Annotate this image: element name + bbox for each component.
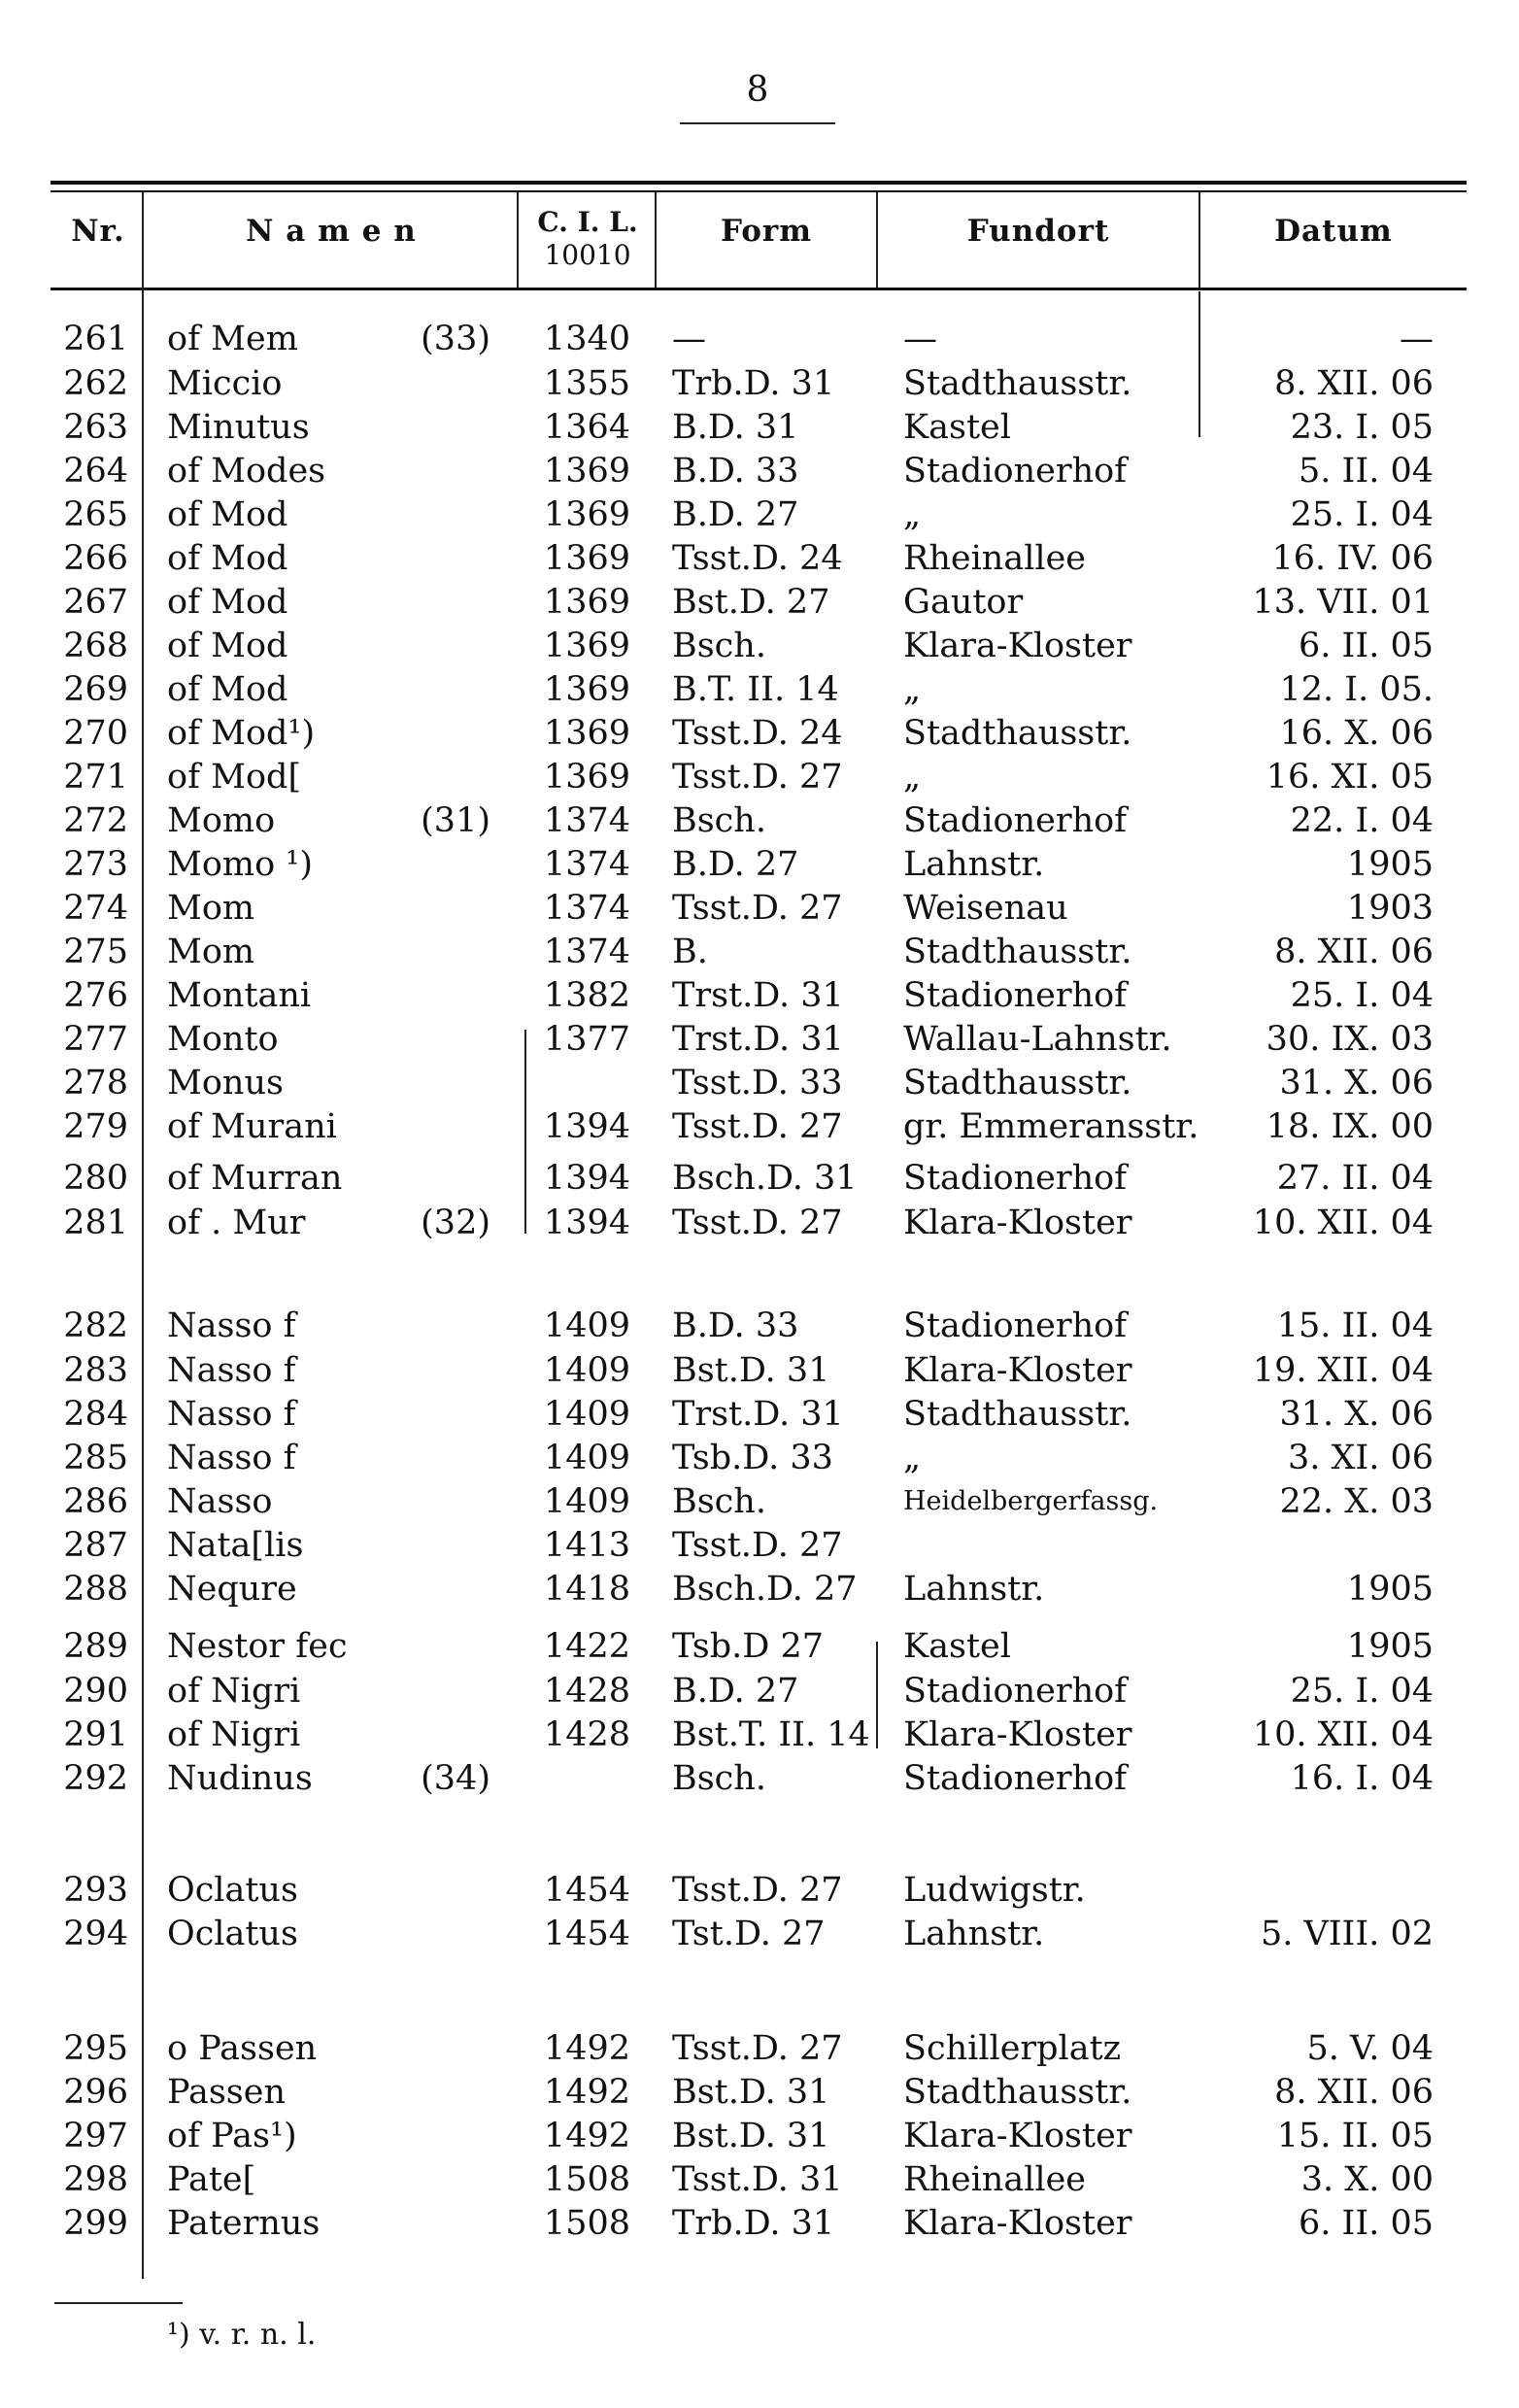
cell-fundort: Lahnstr. bbox=[903, 1915, 1045, 1953]
column-divider-form-body bbox=[876, 1642, 878, 1748]
cell-fundort: Stadthausstr. bbox=[903, 933, 1132, 971]
cell-num bbox=[388, 975, 490, 1016]
cell-fundort: Klara-Kloster bbox=[903, 1204, 1132, 1242]
cell-datum bbox=[1220, 1870, 1434, 1911]
cell-cil: 1369 bbox=[543, 452, 630, 491]
cell-form: Bsch. bbox=[672, 1759, 766, 1798]
cell-fundort: Wallau-Lahnstr. bbox=[903, 1020, 1172, 1059]
cell-cil: 1508 bbox=[543, 2204, 630, 2243]
cell-nr: 289 bbox=[63, 1627, 128, 1666]
cell-fundort: Klara-Kloster bbox=[903, 1715, 1132, 1754]
cell-form: B.D. 31 bbox=[672, 408, 799, 447]
cell-cil: 1418 bbox=[543, 1570, 630, 1609]
cell-num bbox=[388, 494, 490, 535]
cell-datum: 18. IX. 00 bbox=[1266, 1107, 1434, 1146]
cell-form: B.D. 27 bbox=[672, 845, 799, 884]
cell-nr: 294 bbox=[63, 1915, 128, 1953]
cell-datum: 5. V. 04 bbox=[1306, 2029, 1434, 2068]
cell-fundort: Kastel bbox=[903, 1627, 1011, 1666]
cell-name: Momo ¹) bbox=[167, 845, 313, 884]
cell-num bbox=[388, 407, 490, 448]
cell-nr: 288 bbox=[63, 1570, 128, 1609]
cell-nr: 295 bbox=[63, 2029, 128, 2068]
cell-form: Tsst.D. 31 bbox=[672, 2160, 843, 2199]
header-top-rule-thin bbox=[51, 190, 1467, 192]
cell-fundort: Lahnstr. bbox=[903, 1570, 1045, 1609]
cell-name: Monus bbox=[167, 1064, 284, 1102]
cell-num bbox=[388, 626, 490, 666]
cell-form: Bsch.D. 31 bbox=[672, 1159, 858, 1198]
cell-name: Nasso f bbox=[167, 1439, 296, 1477]
cell-form: Tsst.D. 27 bbox=[672, 1107, 843, 1146]
cell-form: Tsst.D. 33 bbox=[672, 1064, 843, 1102]
cell-name: Monto bbox=[167, 1020, 279, 1059]
cell-form: B.D. 33 bbox=[672, 452, 799, 491]
cell-datum: 16. XI. 05 bbox=[1266, 758, 1434, 797]
cell-cil: 1492 bbox=[543, 2073, 630, 2112]
cell-cil: 1413 bbox=[543, 1526, 630, 1565]
cell-datum: 27. II. 04 bbox=[1276, 1159, 1434, 1198]
cell-datum: 6. II. 05 bbox=[1299, 627, 1434, 665]
cell-name: Mom bbox=[167, 933, 255, 971]
cell-num: (33) bbox=[421, 320, 490, 358]
cell-nr: 282 bbox=[63, 1306, 128, 1345]
cell-num bbox=[388, 888, 490, 929]
cell-datum: 1905 bbox=[1346, 1627, 1434, 1666]
cell-datum: 13. VII. 01 bbox=[1252, 583, 1434, 622]
cell-num bbox=[388, 1525, 490, 1566]
cell-name: of Modes bbox=[167, 452, 326, 491]
cell-nr: 266 bbox=[63, 539, 128, 578]
cell-fundort: „ bbox=[903, 758, 922, 797]
cell-nr: 270 bbox=[63, 714, 128, 753]
cell-form: B.D. 27 bbox=[672, 495, 799, 534]
cell-num bbox=[388, 1714, 490, 1755]
cell-cil: 1364 bbox=[543, 408, 630, 447]
cell-name: of Murani bbox=[167, 1107, 337, 1146]
cell-nr: 273 bbox=[63, 845, 128, 884]
cell-nr: 272 bbox=[63, 801, 128, 840]
cell-fundort: Stadionerhof bbox=[903, 1159, 1128, 1198]
cell-datum: 15. II. 05 bbox=[1276, 2117, 1434, 2155]
cell-cil: 1492 bbox=[543, 2117, 630, 2155]
cell-nr: 290 bbox=[63, 1672, 128, 1711]
cell-datum: 23. I. 05 bbox=[1290, 408, 1434, 447]
cell-form: Bst.D. 31 bbox=[672, 2117, 830, 2155]
cell-nr: 291 bbox=[63, 1715, 128, 1754]
cell-fundort: Lahnstr. bbox=[903, 845, 1045, 884]
cell-datum: 16. X. 06 bbox=[1279, 714, 1434, 753]
cell-name: Nasso f bbox=[167, 1351, 296, 1390]
cell-num bbox=[388, 1394, 490, 1435]
cell-nr: 279 bbox=[63, 1107, 128, 1146]
cell-cil: 1409 bbox=[543, 1351, 630, 1390]
cell-form: Tsst.D. 27 bbox=[672, 1871, 843, 1910]
cell-name: of Nigri bbox=[167, 1672, 301, 1711]
cell-datum: 25. I. 04 bbox=[1290, 1672, 1434, 1711]
cell-num bbox=[388, 582, 490, 623]
cell-name: of Nigri bbox=[167, 1715, 301, 1754]
cell-cil: 1409 bbox=[543, 1439, 630, 1477]
cell-name: of Mod[ bbox=[167, 758, 302, 797]
cell-cil: 1394 bbox=[543, 1204, 630, 1242]
cell-datum: 15. II. 04 bbox=[1276, 1306, 1434, 1345]
cell-datum: 16. IV. 06 bbox=[1271, 539, 1434, 578]
header-cil: C. I. L. bbox=[537, 206, 638, 238]
cell-fundort: Rheinallee bbox=[903, 539, 1087, 578]
cell-num bbox=[388, 2203, 490, 2244]
cell-name: Minutus bbox=[167, 408, 310, 447]
cell-num bbox=[388, 2159, 490, 2200]
cell-name: of Mod bbox=[167, 539, 288, 578]
cell-fundort: „ bbox=[903, 670, 922, 709]
cell-name: Oclatus bbox=[167, 1915, 298, 1953]
cell-datum: 1905 bbox=[1346, 845, 1434, 884]
cell-datum: 5. II. 04 bbox=[1299, 452, 1434, 491]
cell-nr: 268 bbox=[63, 627, 128, 665]
cell-cil: 1377 bbox=[543, 1020, 630, 1059]
cell-name: of Mod bbox=[167, 583, 288, 622]
cell-nr: 264 bbox=[63, 452, 128, 491]
cell-cil: 1369 bbox=[543, 627, 630, 665]
cell-cil: 1428 bbox=[543, 1715, 630, 1754]
header-cil-sub: 10010 bbox=[544, 239, 631, 271]
cell-form: Tsst.D. 27 bbox=[672, 758, 843, 797]
cell-name: Montani bbox=[167, 976, 312, 1015]
cell-datum: 3. X. 00 bbox=[1300, 2160, 1434, 2199]
cell-form: Trst.D. 31 bbox=[672, 976, 844, 1015]
cell-form: B.D. 33 bbox=[672, 1306, 799, 1345]
cell-nr: 274 bbox=[63, 889, 128, 928]
cell-nr: 277 bbox=[63, 1020, 128, 1059]
cell-nr: 281 bbox=[63, 1204, 128, 1242]
cell-name: Nasso f bbox=[167, 1306, 296, 1345]
column-divider-namen-body bbox=[524, 1030, 526, 1234]
cell-form: Bsch. bbox=[672, 627, 766, 665]
cell-datum: 8. XII. 06 bbox=[1274, 364, 1434, 403]
cell-name: Mom bbox=[167, 889, 255, 928]
cell-nr: 292 bbox=[63, 1759, 128, 1798]
cell-num: (34) bbox=[421, 1759, 490, 1798]
cell-fundort: Stadthausstr. bbox=[903, 2073, 1132, 2112]
cell-num bbox=[388, 1063, 490, 1103]
header-nr: Nr. bbox=[71, 214, 125, 249]
cell-fundort: Stadionerhof bbox=[903, 1759, 1128, 1798]
column-divider-namen-header bbox=[517, 192, 519, 288]
cell-nr: 298 bbox=[63, 2160, 128, 2199]
cell-datum: 30. IX. 03 bbox=[1266, 1020, 1434, 1059]
cell-name: Paternus bbox=[167, 2204, 321, 2243]
cell-form: Bst.D. 31 bbox=[672, 1351, 830, 1390]
cell-fundort: Klara-Kloster bbox=[903, 2204, 1132, 2243]
cell-cil: 1454 bbox=[543, 1871, 630, 1910]
cell-fundort: Schillerplatz bbox=[903, 2029, 1122, 2068]
header-top-rule bbox=[51, 181, 1467, 185]
cell-num bbox=[388, 1306, 490, 1346]
cell-form: B.D. 27 bbox=[672, 1672, 799, 1711]
cell-form: Tsst.D. 27 bbox=[672, 1526, 843, 1565]
cell-nr: 261 bbox=[63, 320, 128, 358]
cell-form: Trst.D. 31 bbox=[672, 1395, 844, 1434]
cell-cil: 1508 bbox=[543, 2160, 630, 2199]
cell-fundort: Stadionerhof bbox=[903, 976, 1128, 1015]
cell-name: Nata[lis bbox=[167, 1526, 304, 1565]
cell-num bbox=[388, 1870, 490, 1911]
cell-num bbox=[388, 1158, 490, 1199]
cell-nr: 278 bbox=[63, 1064, 128, 1102]
cell-cil: 1394 bbox=[543, 1107, 630, 1146]
cell-form: Tsb.D 27 bbox=[672, 1627, 825, 1666]
cell-fundort: Stadthausstr. bbox=[903, 1395, 1132, 1434]
cell-cil: 1340 bbox=[543, 320, 630, 358]
cell-cil: 1369 bbox=[543, 495, 630, 534]
cell-fundort: Ludwigstr. bbox=[903, 1871, 1086, 1910]
cell-fundort: gr. Emmeransstr. bbox=[903, 1107, 1199, 1146]
cell-cil: 1374 bbox=[543, 933, 630, 971]
cell-nr: 287 bbox=[63, 1526, 128, 1565]
cell-form: Tst.D. 27 bbox=[672, 1915, 826, 1953]
cell-form: B. bbox=[672, 933, 708, 971]
cell-form: Bst.D. 27 bbox=[672, 583, 830, 622]
cell-fundort: Stadthausstr. bbox=[903, 364, 1132, 403]
cell-datum: 10. XII. 04 bbox=[1252, 1715, 1434, 1754]
footnote: ¹) v. r. n. l. bbox=[167, 2318, 317, 2352]
cell-num bbox=[388, 713, 490, 754]
cell-form: Trb.D. 31 bbox=[672, 2204, 835, 2243]
cell-form: Tsst.D. 27 bbox=[672, 2029, 843, 2068]
cell-fundort: Klara-Kloster bbox=[903, 627, 1132, 665]
cell-fundort: — bbox=[903, 320, 937, 358]
cell-fundort: Rheinallee bbox=[903, 2160, 1087, 2199]
cell-name: of Mem bbox=[167, 320, 298, 358]
cell-cil: 1369 bbox=[543, 583, 630, 622]
cell-num bbox=[388, 2116, 490, 2156]
cell-cil: 1394 bbox=[543, 1159, 630, 1198]
cell-name: Pate[ bbox=[167, 2160, 256, 2199]
cell-datum: 6. II. 05 bbox=[1299, 2204, 1434, 2243]
cell-name: Passen bbox=[167, 2073, 287, 2112]
cell-nr: 263 bbox=[63, 408, 128, 447]
cell-form: Bst.D. 31 bbox=[672, 2073, 830, 2112]
cell-nr: 271 bbox=[63, 758, 128, 797]
cell-num bbox=[388, 1019, 490, 1060]
cell-datum: 19. XII. 04 bbox=[1252, 1351, 1434, 1390]
cell-num bbox=[388, 1914, 490, 1954]
cell-datum: 12. I. 05. bbox=[1279, 670, 1434, 709]
cell-num bbox=[388, 1106, 490, 1147]
cell-num bbox=[388, 844, 490, 885]
cell-form: Trst.D. 31 bbox=[672, 1020, 844, 1059]
cell-fundort: Klara-Kloster bbox=[903, 1351, 1132, 1390]
cell-cil: 1422 bbox=[543, 1627, 630, 1666]
cell-fundort: „ bbox=[903, 495, 922, 534]
cell-cil: 1369 bbox=[543, 539, 630, 578]
cell-datum: 8. XII. 06 bbox=[1274, 933, 1434, 971]
cell-datum: 25. I. 04 bbox=[1290, 495, 1434, 534]
cell-num bbox=[388, 2072, 490, 2113]
cell-name: Nestor fec bbox=[167, 1627, 348, 1666]
cell-cil bbox=[529, 1758, 630, 1799]
cell-datum: 22. I. 04 bbox=[1290, 801, 1434, 840]
cell-datum: 31. X. 06 bbox=[1279, 1395, 1434, 1434]
cell-fundort: Stadthausstr. bbox=[903, 714, 1132, 753]
cell-num: (32) bbox=[421, 1204, 490, 1242]
cell-cil: 1355 bbox=[543, 364, 630, 403]
cell-num bbox=[388, 1626, 490, 1667]
cell-name: of Mod bbox=[167, 670, 288, 709]
cell-cil: 1409 bbox=[543, 1482, 630, 1521]
cell-nr: 265 bbox=[63, 495, 128, 534]
page-number: 8 bbox=[746, 70, 769, 110]
cell-num bbox=[388, 1350, 490, 1391]
cell-form: Trb.D. 31 bbox=[672, 364, 835, 403]
cell-name: of Murran bbox=[167, 1159, 343, 1198]
cell-fundort: Stadionerhof bbox=[903, 1306, 1128, 1345]
cell-datum: 1903 bbox=[1346, 889, 1434, 928]
cell-form: Bsch.D. 27 bbox=[672, 1570, 858, 1609]
cell-num bbox=[388, 757, 490, 797]
cell-fundort: Stadionerhof bbox=[903, 1672, 1128, 1711]
cell-name: Nudinus bbox=[167, 1759, 313, 1798]
column-divider-nr bbox=[142, 192, 144, 2279]
cell-num: (31) bbox=[421, 801, 490, 840]
cell-nr: 284 bbox=[63, 1395, 128, 1434]
cell-nr: 293 bbox=[63, 1871, 128, 1910]
cell-fundort: Klara-Kloster bbox=[903, 2117, 1132, 2155]
cell-num bbox=[388, 1671, 490, 1712]
cell-nr: 285 bbox=[63, 1439, 128, 1477]
cell-cil: 1409 bbox=[543, 1395, 630, 1434]
cell-num bbox=[388, 363, 490, 404]
cell-cil: 1492 bbox=[543, 2029, 630, 2068]
cell-num bbox=[388, 451, 490, 492]
cell-name: Nasso f bbox=[167, 1395, 296, 1434]
cell-datum: 25. I. 04 bbox=[1290, 976, 1434, 1015]
cell-nr: 275 bbox=[63, 933, 128, 971]
cell-nr: 269 bbox=[63, 670, 128, 709]
cell-datum: 8. XII. 06 bbox=[1274, 2073, 1434, 2112]
cell-fundort: Stadthausstr. bbox=[903, 1064, 1132, 1102]
header-bottom-rule bbox=[51, 288, 1467, 290]
cell-nr: 286 bbox=[63, 1482, 128, 1521]
cell-cil: 1374 bbox=[543, 801, 630, 840]
cell-datum: 22. X. 03 bbox=[1279, 1482, 1434, 1521]
cell-cil: 1369 bbox=[543, 670, 630, 709]
header-namen: N a m e n bbox=[246, 214, 417, 249]
cell-form: Tsst.D. 27 bbox=[672, 889, 843, 928]
cell-form: B.T. II. 14 bbox=[672, 670, 839, 709]
cell-form: Tsst.D. 27 bbox=[672, 1204, 843, 1242]
cell-nr: 262 bbox=[63, 364, 128, 403]
header-fundort: Fundort bbox=[966, 214, 1110, 249]
page-number-rule bbox=[680, 122, 835, 124]
cell-nr: 299 bbox=[63, 2204, 128, 2243]
cell-cil bbox=[529, 1063, 630, 1103]
cell-cil: 1374 bbox=[543, 889, 630, 928]
cell-fundort: Heidelbergerfassg. bbox=[903, 1486, 1159, 1516]
cell-nr: 280 bbox=[63, 1159, 128, 1198]
footnote-rule bbox=[54, 2302, 183, 2304]
cell-datum: 10. XII. 04 bbox=[1252, 1204, 1434, 1242]
cell-name: Oclatus bbox=[167, 1871, 298, 1910]
cell-form: Bst.T. II. 14 bbox=[672, 1715, 870, 1754]
cell-num bbox=[388, 1481, 490, 1522]
cell-form: Tsb.D. 33 bbox=[672, 1439, 833, 1477]
cell-fundort: Kastel bbox=[903, 408, 1011, 447]
cell-num bbox=[388, 932, 490, 972]
cell-fundort: Weisenau bbox=[903, 889, 1068, 928]
cell-datum: 16. I. 04 bbox=[1290, 1759, 1434, 1798]
cell-name: Nequre bbox=[167, 1570, 297, 1609]
cell-name: Miccio bbox=[167, 364, 283, 403]
cell-cil: 1409 bbox=[543, 1306, 630, 1345]
cell-name: of Pas¹) bbox=[167, 2117, 297, 2155]
cell-datum: 1905 bbox=[1346, 1570, 1434, 1609]
header-form: Form bbox=[720, 214, 813, 249]
cell-form: Bsch. bbox=[672, 1482, 766, 1521]
cell-cil: 1369 bbox=[543, 758, 630, 797]
cell-name: Nasso bbox=[167, 1482, 273, 1521]
cell-cil: 1369 bbox=[543, 714, 630, 753]
header-datum: Datum bbox=[1274, 214, 1393, 249]
cell-form: Bsch. bbox=[672, 801, 766, 840]
cell-num bbox=[388, 1438, 490, 1478]
cell-form: Tsst.D. 24 bbox=[672, 539, 843, 578]
cell-nr: 267 bbox=[63, 583, 128, 622]
cell-cil: 1454 bbox=[543, 1915, 630, 1953]
cell-datum: 5. VIII. 02 bbox=[1260, 1915, 1434, 1953]
cell-nr: 283 bbox=[63, 1351, 128, 1390]
cell-name: of . Mur bbox=[167, 1204, 306, 1242]
cell-fundort: Stadionerhof bbox=[903, 801, 1128, 840]
cell-fundort: Stadionerhof bbox=[903, 452, 1128, 491]
column-divider-fundort-body bbox=[1198, 291, 1200, 437]
cell-nr: 276 bbox=[63, 976, 128, 1015]
cell-name: Momo bbox=[167, 801, 276, 840]
cell-name: of Mod bbox=[167, 495, 288, 534]
cell-num bbox=[388, 669, 490, 710]
cell-datum: 3. XI. 06 bbox=[1287, 1439, 1434, 1477]
cell-nr: 297 bbox=[63, 2117, 128, 2155]
cell-name: of Mod¹) bbox=[167, 714, 316, 753]
cell-num bbox=[388, 538, 490, 579]
cell-datum: — bbox=[1400, 320, 1434, 358]
cell-datum bbox=[1220, 1525, 1434, 1566]
cell-name: o Passen bbox=[167, 2029, 318, 2068]
cell-name: of Mod bbox=[167, 627, 288, 665]
cell-cil: 1374 bbox=[543, 845, 630, 884]
cell-form: — bbox=[672, 320, 706, 358]
cell-fundort: „ bbox=[903, 1439, 922, 1477]
cell-num bbox=[388, 1569, 490, 1610]
cell-num bbox=[388, 2028, 490, 2069]
cell-form: Tsst.D. 24 bbox=[672, 714, 843, 753]
cell-nr: 296 bbox=[63, 2073, 128, 2112]
cell-datum: 31. X. 06 bbox=[1279, 1064, 1434, 1102]
cell-cil: 1382 bbox=[543, 976, 630, 1015]
cell-fundort: Gautor bbox=[903, 583, 1024, 622]
cell-cil: 1428 bbox=[543, 1672, 630, 1711]
